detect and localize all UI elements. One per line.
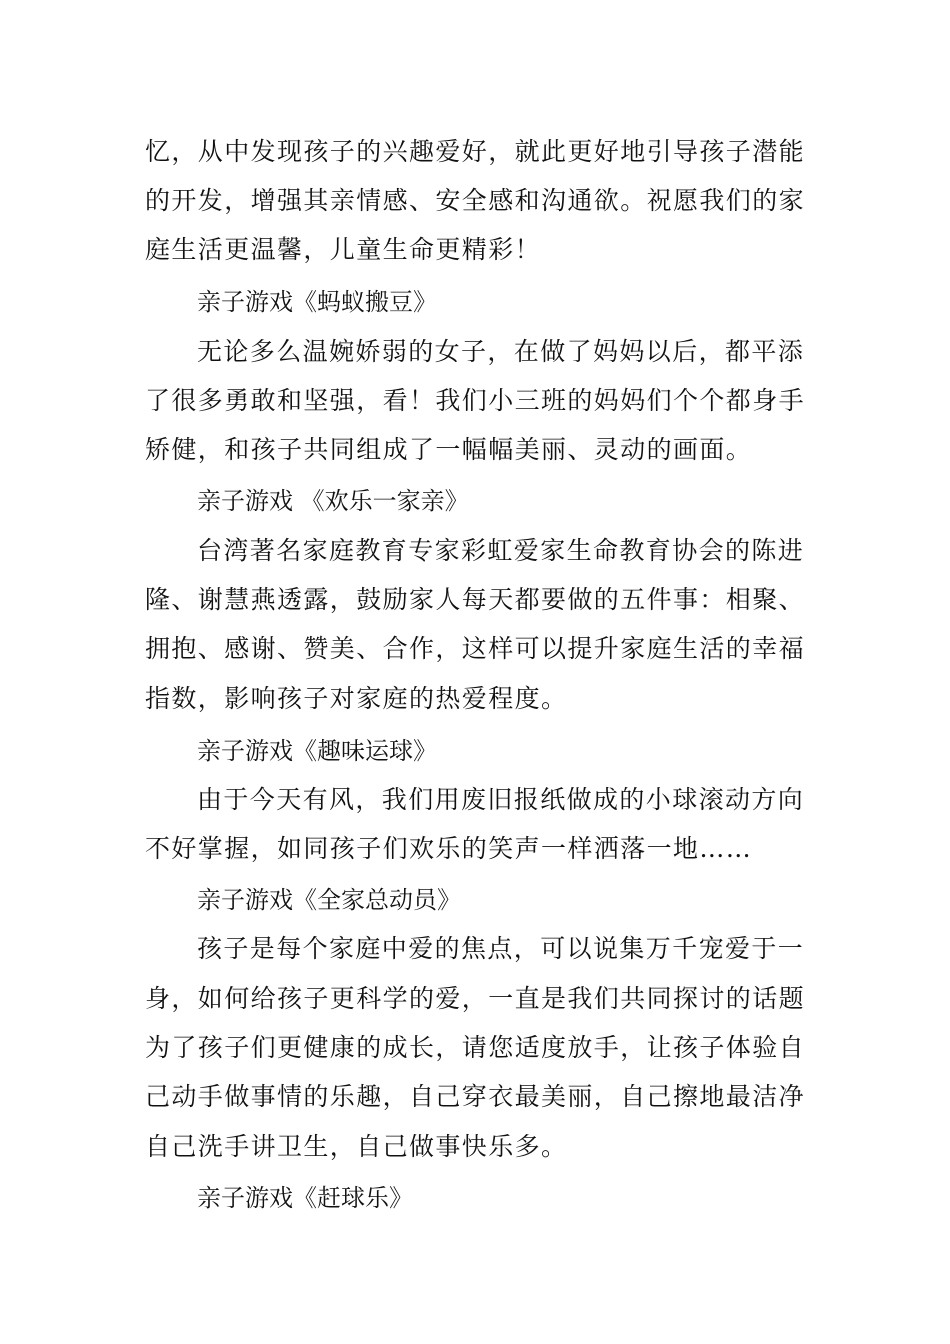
text-line: 台湾著名家庭教育专家彩虹爱家生命教育协会的陈进 xyxy=(197,536,805,565)
text-line: 为了孩子们更健康的成长，请您适度放手，让孩子体验自 xyxy=(145,1033,806,1062)
text-line: 身，如何给孩子更科学的爱，一直是我们共同探讨的话题 xyxy=(145,984,806,1013)
text-line: 矫健，和孩子共同组成了一幅幅美丽、灵动的画面。 xyxy=(145,435,753,464)
text-line: 自己洗手讲卫生，自己做事快乐多。 xyxy=(145,1132,568,1161)
section-heading: 亲子游戏 《欢乐一家亲》 xyxy=(197,487,469,515)
text-line: 忆，从中发现孩子的兴趣爱好，就此更好地引导孩子潜能 xyxy=(145,137,806,166)
text-line: 拥抱、感谢、赞美、合作，这样可以提升家庭生活的幸福 xyxy=(145,634,806,663)
text-line: 庭生活更温馨，儿童生命更精彩！ xyxy=(145,235,542,264)
text-line: 的开发，增强其亲情感、安全感和沟通欲。祝愿我们的家 xyxy=(145,186,806,215)
text-line: 无论多么温婉娇弱的女子，在做了妈妈以后，都平添 xyxy=(197,337,805,366)
text-line: 孩子是每个家庭中爱的焦点，可以说集万千宠爱于一 xyxy=(197,934,805,963)
text-line: 由于今天有风，我们用废旧报纸做成的小球滚动方向 xyxy=(197,785,805,814)
section-heading: 亲子游戏《趣味运球》 xyxy=(197,737,437,765)
text-line: 了很多勇敢和坚强，看！我们小三班的妈妈们个个都身手 xyxy=(145,386,806,415)
section-heading: 亲子游戏《赶球乐》 xyxy=(197,1184,413,1212)
section-heading: 亲子游戏《全家总动员》 xyxy=(197,886,461,914)
text-line: 己动手做事情的乐趣，自己穿衣最美丽，自己擦地最洁净 xyxy=(145,1082,806,1111)
text-line: 指数，影响孩子对家庭的热爱程度。 xyxy=(145,684,568,713)
text-line: 不好掌握，如同孩子们欢乐的笑声一样洒落一地…… xyxy=(145,834,753,863)
text-line: 隆、谢慧燕透露，鼓励家人每天都要做的五件事：相聚、 xyxy=(145,585,806,614)
section-heading: 亲子游戏《蚂蚁搬豆》 xyxy=(197,288,437,316)
